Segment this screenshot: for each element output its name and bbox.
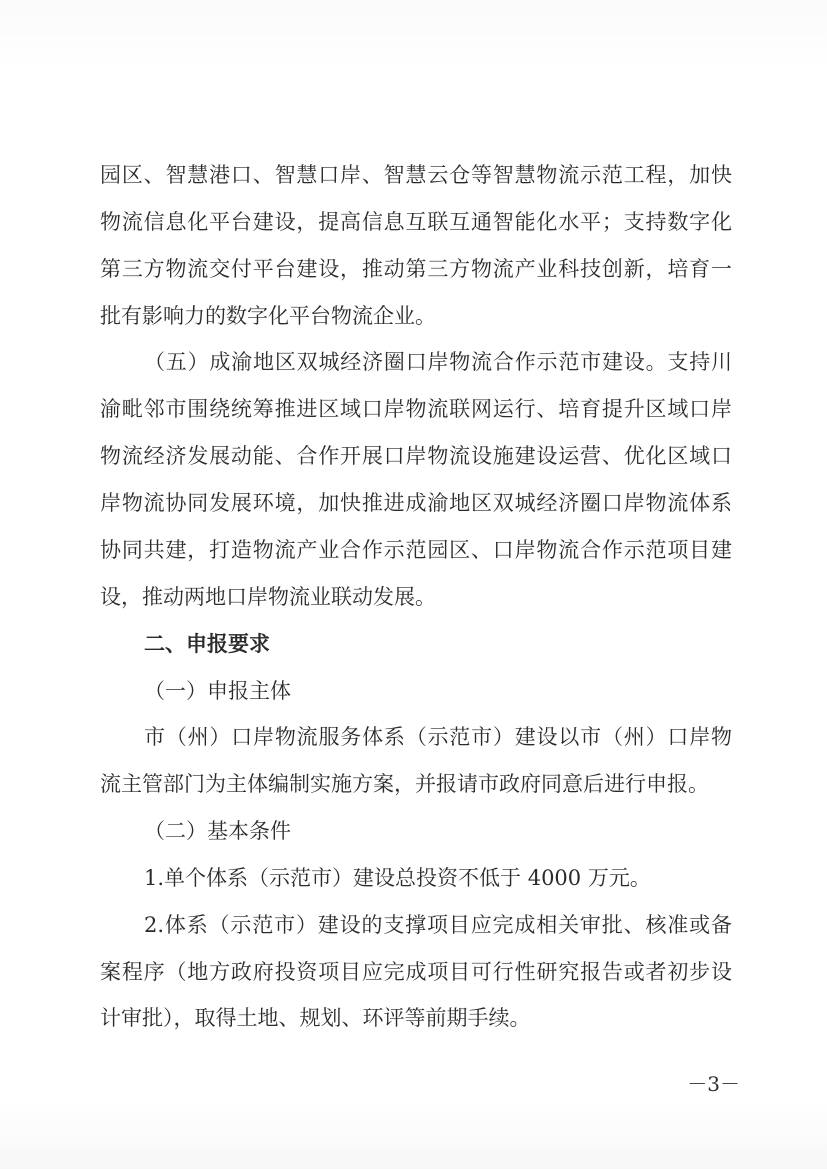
paragraph-line: 市（州）口岸物流服务体系（示范市）建设以市（州）口岸物 xyxy=(144,725,732,749)
paragraph-line: 物流信息化平台建设，提高信息互联互通智能化水平；支持数字化 xyxy=(100,210,732,234)
paragraph-line: 渝毗邻市围绕统筹推进区域口岸物流联网运行、培育提升区域口岸 xyxy=(100,397,732,421)
section-heading: 二、申报要求 xyxy=(144,632,270,656)
subsection-heading: （二）基本条件 xyxy=(144,819,291,843)
paragraph-line: 流主管部门为主体编制实施方案，并报请市政府同意后进行申报。 xyxy=(100,772,709,796)
paragraph-line: 物流经济发展动能、合作开展口岸物流设施建设运营、优化区域口 xyxy=(100,444,732,468)
paragraph-line: 第三方物流交付平台建设，推动第三方物流产业科技创新，培育一 xyxy=(100,257,732,281)
paragraph-line: 1.单个体系（示范市）建设总投资不低于 4000 万元。 xyxy=(144,866,651,890)
paragraph-line: 园区、智慧港口、智慧口岸、智慧云仓等智慧物流示范工程，加快 xyxy=(100,163,732,187)
paragraph-line: 批有影响力的数字化平台物流企业。 xyxy=(100,304,436,328)
paragraph-line: 案程序（地方政府投资项目应完成项目可行性研究报告或者初步设 xyxy=(100,960,732,984)
subsection-heading: （一）申报主体 xyxy=(144,679,291,703)
paragraph-line: 岸物流协同发展环境，加快推进成渝地区双城经济圈口岸物流体系 xyxy=(100,491,732,515)
page-number: －3－ xyxy=(687,1072,740,1096)
paragraph-line: 2.体系（示范市）建设的支撑项目应完成相关审批、核准或备 xyxy=(144,913,732,937)
paragraph-line: 设，推动两地口岸物流业联动发展。 xyxy=(100,585,436,609)
paragraph-line: 协同共建，打造物流产业合作示范园区、口岸物流合作示范项目建 xyxy=(100,538,732,562)
paragraph-line: （五）成渝地区双城经济圈口岸物流合作示范市建设。支持川 xyxy=(144,350,732,374)
paragraph-line: 计审批），取得土地、规划、环评等前期手续。 xyxy=(100,1006,531,1030)
